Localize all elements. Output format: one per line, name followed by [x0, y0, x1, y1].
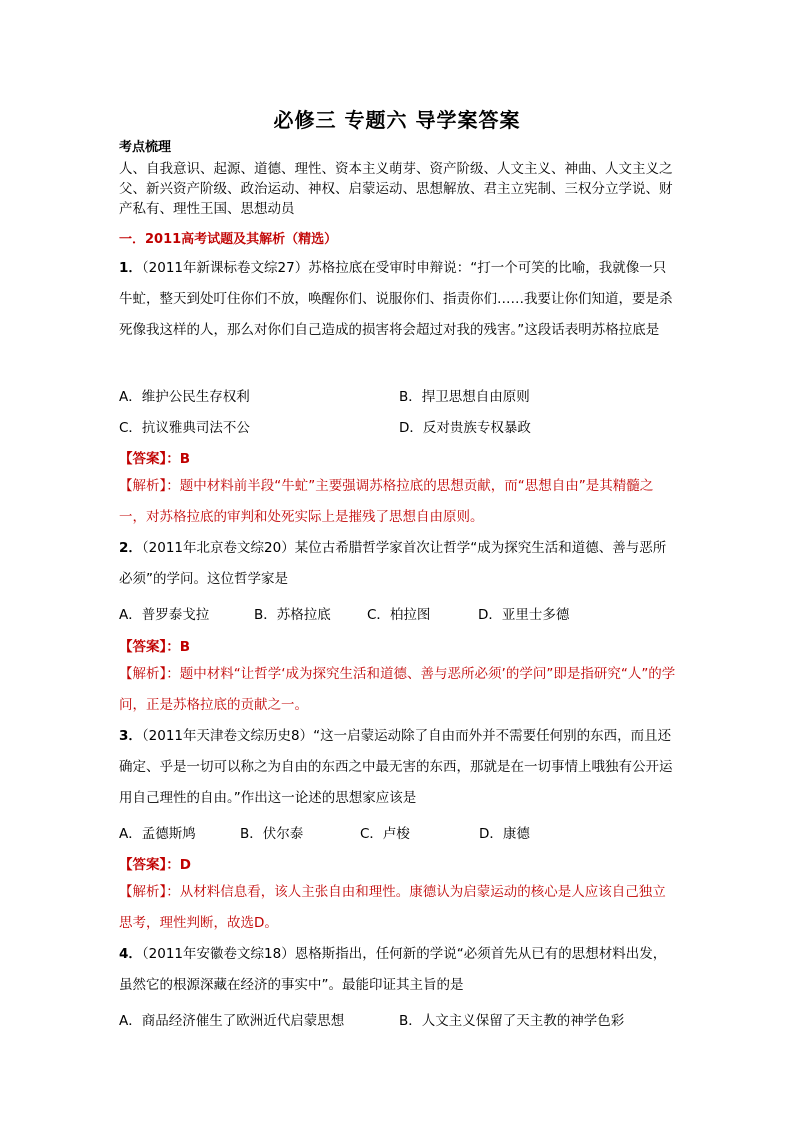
question-3 [119, 721, 679, 814]
analysis-text: 【解析】：题中材料前半段“牛虻”主要强调苏格拉底的思想贡献，而“思想自由”是其精髓之一，对苏格拉底的审判和处死实际上是摧残了思想自由原则。 [119, 478, 654, 525]
question-2 [119, 533, 679, 595]
answer-label: 【答案】：B [119, 639, 191, 655]
answer-label: 【答案】：B [119, 451, 191, 467]
question-source: （2011年新课标卷文综27） [141, 260, 309, 276]
question-stem: 苏格拉底在受审时申辩说：“打一个可笑的比喻，我就像一只牛虻，整天到处叮住你们不放，唤醒你们、说服你们、指责你们……我要让你们知道，要是杀死像我这样的人，那么对你们自己造成的损害将会超过对我的残害。”这段话表明苏格拉底是 [119, 260, 673, 338]
page-title: 必修三 专题六 导学案答案 [273, 108, 521, 132]
option-a: A．商品经济催生了欧洲近代启蒙思想 [119, 1013, 345, 1029]
option-b: B．苏格拉底 [254, 607, 331, 623]
question-number: 1． [119, 260, 142, 276]
option-a: A．维护公民生存权利 [119, 389, 250, 405]
question-source: （2011年天津卷文综历史8） [141, 728, 314, 744]
analysis-text: 【解析】：从材料信息看，该人主张自由和理性。康德认为启蒙运动的核心是人应该自己独立思考，理性判断，故选D。 [119, 884, 666, 931]
answer-label: 【答案】：D [119, 857, 191, 873]
option-d: D．康德 [479, 826, 530, 842]
question-number: 4． [119, 946, 142, 962]
question-stem: 某位古希腊哲学家首次让哲学“成为探究生活和道德、善与恶所必须”的学问。这位哲学家是 [119, 540, 667, 587]
question-number: 3． [119, 728, 142, 744]
section-heading: 一．2011高考试题及其解析（精选） [119, 232, 338, 247]
question-number: 2． [119, 540, 142, 556]
kaodian-text: 人、自我意识、起源、道德、理性、资本主义萌芽、资产阶级、人文主义、神曲、人文主义之父、新兴资产阶级、政治运动、神权、启蒙运动、思想解放、君主立宪制、三权分立学说、财产私有、理性王国、思想动员 [119, 161, 673, 217]
option-c: C．柏拉图 [367, 607, 431, 623]
kaodian-heading: 考点梳理 [119, 140, 172, 155]
question-stem: 恩格斯指出，任何新的学说“必须首先从已有的思想材料出发，虽然它的根源深藏在经济的事实中”。最能印证其主旨的是 [119, 946, 667, 993]
analysis-text: 【解析】：题中材料“让哲学‘成为探究生活和道德、善与恶所必须’的学问”即是指研究“人”的学问，正是苏格拉底的贡献之一。 [119, 666, 676, 713]
option-a: A．普罗泰戈拉 [119, 607, 210, 623]
question-1 [119, 253, 679, 346]
option-c: C．卢梭 [360, 826, 410, 842]
option-d: D．反对贵族专权暴政 [399, 420, 531, 436]
option-a: A．孟德斯鸠 [119, 826, 196, 842]
option-b: B．捍卫思想自由原则 [399, 389, 530, 405]
option-b: B．伏尔泰 [240, 826, 304, 842]
question-4 [119, 939, 679, 1001]
option-c: C．抗议雅典司法不公 [119, 420, 250, 436]
option-b: B．人文主义保留了天主教的神学色彩 [399, 1013, 625, 1029]
question-source: （2011年北京卷文综20） [141, 540, 295, 556]
question-source: （2011年安徽卷文综18） [141, 946, 295, 962]
option-d: D．亚里士多德 [478, 607, 570, 623]
question-stem: “这一启蒙运动除了自由而外并不需要任何别的东西，而且还确定、乎是一切可以称之为自由的东西之中最无害的东西，那就是在一切事情上哦独有公开运用自己理性的自由。”作出这一论述的思想家应该是 [119, 728, 673, 806]
